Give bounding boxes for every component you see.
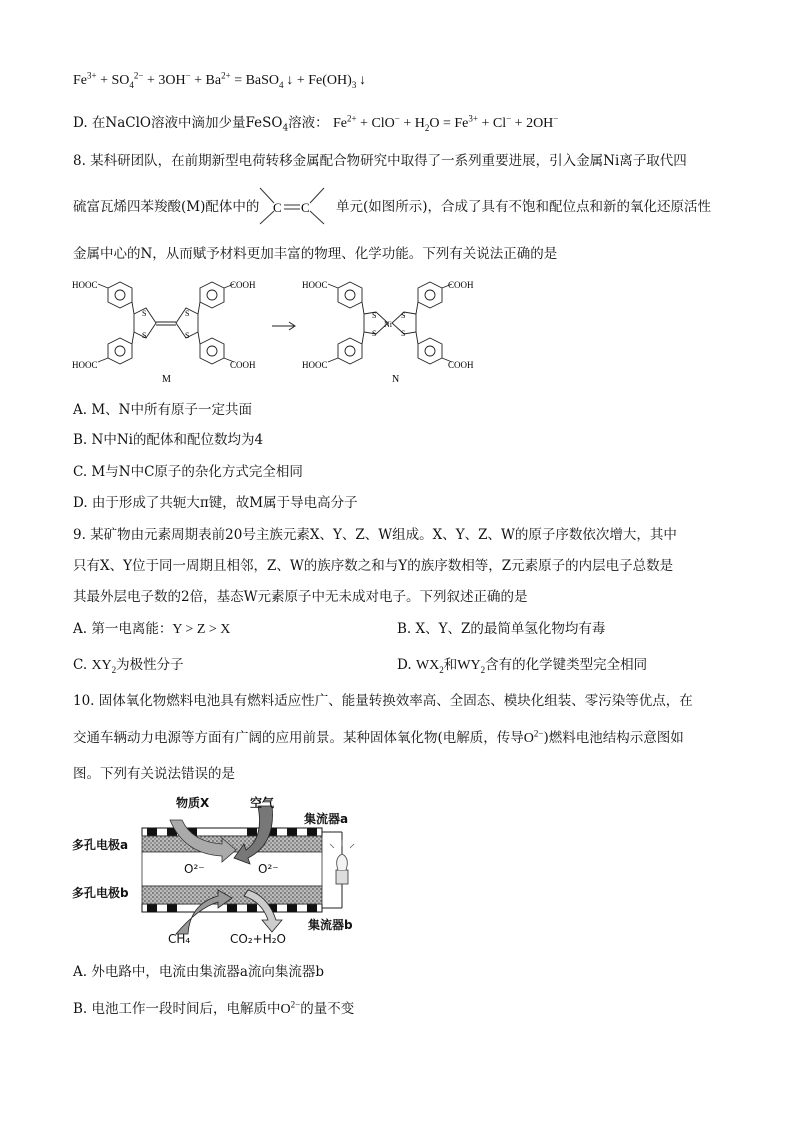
q8-option-d: D. 由于形成了共轭大π键，故M属于导电高分子 <box>73 495 358 511</box>
label-collector-b: 集流器b <box>308 918 353 932</box>
m-hooc-bottom: HOOC <box>72 360 98 370</box>
n-cooh-bottom: COOH <box>448 360 474 370</box>
label-m: M <box>162 374 171 385</box>
n-sulfur-4: S <box>401 329 406 338</box>
q8-option-b: B. N中Ni的配体和配位数均为4 <box>73 432 264 448</box>
q9-option-b: B. X、Y、Z的最简单氢化物均有毒 <box>397 621 606 637</box>
q9-stem-line2: 只有X、Y位于同一周期且相邻，Z、W的族序数之和与Y的族序数相等，Z元素原子的内层电子总数是 <box>73 558 674 574</box>
q9-stem-line3: 其最外层电子数的2倍，基态W元素原子中无未成对电子。下列叙述正确的是 <box>73 589 528 605</box>
q8-stem-line2b: 单元(如图所示)，合成了具有不饱和配位点和新的氧化还原活性 <box>336 199 712 215</box>
carbon-atom-left: C <box>273 200 282 215</box>
label-electrode-a: 多孔电极a <box>72 838 129 852</box>
q9-option-a: A. 第一电离能：Y > Z > X <box>73 621 231 637</box>
carbon-atom-right: C <box>301 200 310 215</box>
n-sulfur-2: S <box>372 329 377 338</box>
q10-stem-line3: 图。下列有关说法错误的是 <box>73 766 235 782</box>
n-nickel: Ni <box>384 320 392 329</box>
label-o2-left: O²⁻ <box>184 862 205 876</box>
m-cooh-top: COOH <box>230 280 256 290</box>
m-sulfur-2: S <box>142 331 147 340</box>
n-sulfur-3: S <box>401 311 406 320</box>
m-sulfur-3: S <box>185 309 190 318</box>
n-sulfur-1: S <box>372 311 377 320</box>
n-hooc-bottom: HOOC <box>302 360 328 370</box>
q8-stem-line3: 金属中心的N，从而赋予材料更加丰富的物理、化学功能。下列有关说法正确的是 <box>73 246 558 262</box>
label-n: N <box>392 374 400 385</box>
n-cooh-top: COOH <box>448 280 474 290</box>
q10-option-b: B. 电池工作一段时间后，电解质中$O^{2-}$的量不变 <box>73 999 355 1017</box>
m-cooh-bottom: COOH <box>230 360 256 370</box>
label-substance-x: 物质X <box>176 796 210 810</box>
m-sulfur-4: S <box>185 331 190 340</box>
q9-stem-line1: 9. 某矿物由元素周期表前20号主族元素X、Y、Z、W组成。X、Y、Z、W的原子序数依次增大，其中 <box>73 527 677 543</box>
q8-stem-line2: 硫富瓦烯四苯羧酸(M)配体中的 <box>73 199 260 215</box>
prev-option-d: D. 在NaClO溶液中滴加少量FeSO$_4$溶液： $Fe^{2+} + ClO^- + H_2O = Fe^{3+} + Cl^- + 2OH^-$ <box>73 113 559 134</box>
label-air: 空气 <box>250 796 275 810</box>
equation-continued: $Fe^{3+} + SO_4^{2-} + 3OH^- + Ba^{2+}$ = BaSO$_4$ ↓ + $Fe(OH)_3$ ↓ <box>73 70 367 90</box>
reaction-arrow-icon <box>270 320 300 332</box>
q10-stem-line1: 10. 固体氧化物燃料电池具有燃料适应性广、能量转换效率高、全固态、模块化组装、零污染等优点，在 <box>73 693 693 709</box>
q8-option-a: A. M、N中所有原子一定共面 <box>73 402 252 418</box>
molecule-m-diagram <box>70 278 270 386</box>
q8-option-c: C. M与N中C原子的杂化方式完全相同 <box>73 464 303 480</box>
q10-option-a: A. 外电路中，电流由集流器a流向集流器b <box>73 964 325 980</box>
label-o2-right: O²⁻ <box>258 862 279 876</box>
label-collector-a: 集流器a <box>304 812 349 826</box>
label-ch4: CH₄ <box>168 932 191 946</box>
label-products: CO₂+H₂O <box>230 932 286 946</box>
q8-stem-line1: 8. 某科研团队，在前期新型电荷转移金属配合物研究中取得了一系列重要进展，引入金属Ni离子取代四 <box>73 153 687 169</box>
q10-stem-line2: 交通车辆动力电源等方面有广阔的应用前景。某种固体氧化物(电解质，传导$O^{2-}$)燃料电池结构示意图如 <box>73 728 684 746</box>
cc-double-bond-diagram <box>258 186 326 228</box>
label-electrode-b: 多孔电极b <box>72 886 129 900</box>
q9-option-c: C. $XY_2$为极性分子 <box>73 657 184 675</box>
q9-option-d: D. $WX_2$和$WY_2$含有的化学键类型完全相同 <box>397 657 648 675</box>
molecule-n-diagram <box>300 278 490 386</box>
m-hooc-top: HOOC <box>72 280 98 290</box>
option-d-equation: $Fe^{2+} + ClO^- + H_2O = Fe^{3+} + Cl^- + 2OH^-$ <box>332 113 559 133</box>
m-sulfur-1: S <box>142 309 147 318</box>
fuel-cell-diagram <box>72 792 372 948</box>
n-hooc-top: HOOC <box>302 280 328 290</box>
